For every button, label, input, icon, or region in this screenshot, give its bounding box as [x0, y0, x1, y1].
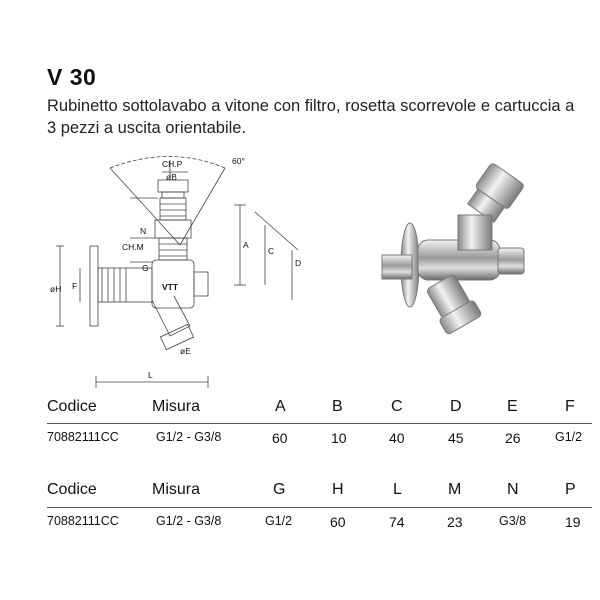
- dimensions-table-2-data: [47, 514, 592, 538]
- cell-c: 40: [389, 430, 405, 446]
- header-n: N: [507, 481, 519, 498]
- dimensions-table-1-data: [47, 430, 592, 454]
- cell-a: 60: [272, 430, 288, 446]
- table-row: [47, 514, 592, 538]
- label-e: øE: [180, 346, 191, 356]
- cell-m: 23: [447, 514, 463, 530]
- label-n: N: [140, 226, 147, 236]
- table-1-rule: [47, 423, 592, 424]
- dimensions-table-2: [47, 481, 592, 505]
- label-l: L: [148, 370, 153, 380]
- cell-misura: G1/2 - G3/8: [156, 514, 222, 528]
- product-photo: [370, 160, 530, 345]
- label-a: A: [243, 240, 249, 250]
- table-header-row: [47, 398, 592, 422]
- cell-g: G1/2: [265, 514, 293, 528]
- dimensions-table-1: [47, 398, 592, 422]
- product-title: V 30: [47, 64, 97, 90]
- label-g: G: [142, 263, 149, 273]
- cell-p: 19: [565, 514, 581, 530]
- cell-n: G3/8: [499, 514, 527, 528]
- product-description: Rubinetto sottolavabo a vitone con filtro, rosetta scorrevole e cartuccia a 3 pezzi a uscita orientabile.: [47, 97, 575, 137]
- header-misura: Misura: [152, 398, 201, 415]
- cell-codice: 70882111CC: [47, 514, 119, 528]
- header-codice: Codice: [47, 481, 97, 498]
- label-f: F: [72, 281, 78, 291]
- cell-l: 74: [389, 514, 405, 530]
- technical-drawing: [40, 150, 310, 395]
- header-c: C: [391, 398, 403, 415]
- header-a: A: [275, 398, 286, 415]
- cell-b: 10: [331, 430, 347, 446]
- cell-h: 60: [330, 514, 346, 530]
- table-header-row: [47, 481, 592, 505]
- label-angle: 60°: [232, 156, 245, 166]
- label-c: C: [268, 246, 275, 256]
- header-misura: Misura: [152, 481, 201, 498]
- cell-f: G1/2: [555, 430, 583, 444]
- label-h: øH: [50, 284, 62, 294]
- header-l: L: [393, 481, 402, 498]
- label-chm: CH.M: [122, 242, 144, 252]
- table-2-rule: [47, 507, 592, 508]
- label-chp: CH.P: [162, 159, 183, 169]
- header-m: M: [448, 481, 462, 498]
- header-b: B: [332, 398, 343, 415]
- header-p: P: [565, 481, 576, 498]
- cell-codice: 70882111CC: [47, 430, 119, 444]
- header-e: E: [507, 398, 518, 415]
- header-d: D: [450, 398, 462, 415]
- cell-e: 26: [505, 430, 521, 446]
- label-d: D: [295, 258, 302, 268]
- header-h: H: [332, 481, 344, 498]
- cell-d: 45: [448, 430, 464, 446]
- table-row: [47, 430, 592, 454]
- header-codice: Codice: [47, 398, 97, 415]
- header-f: F: [565, 398, 575, 415]
- label-b: øB: [166, 172, 177, 182]
- label-brand: VTT: [162, 282, 179, 292]
- cell-misura: G1/2 - G3/8: [156, 430, 222, 444]
- header-g: G: [273, 481, 286, 498]
